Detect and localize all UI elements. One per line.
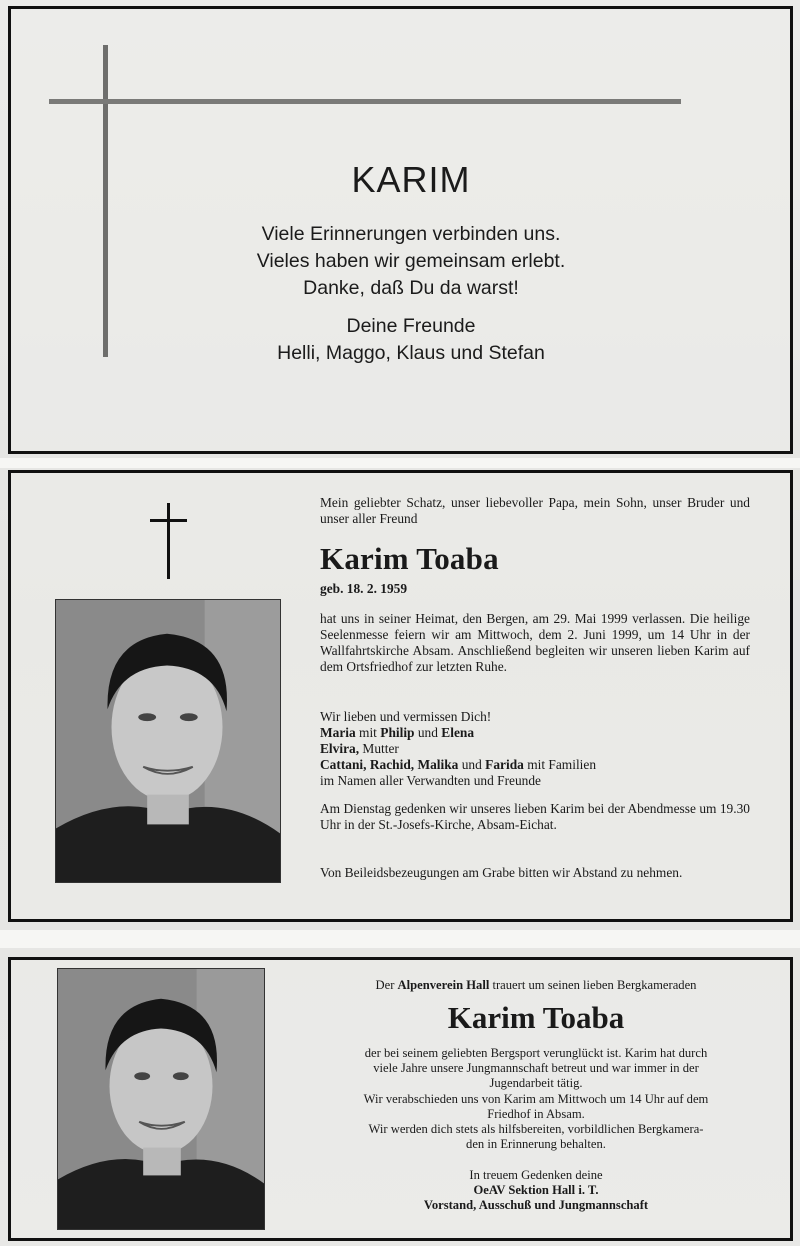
deceased-name: Karim Toaba — [447, 1000, 625, 1035]
signature-line: Helli, Maggo, Klaus und Stefan — [277, 342, 545, 364]
birth-date: geb. 18. 2. 1959 — [320, 581, 408, 596]
family-list — [320, 709, 750, 789]
body-line: Wir werden dich stets als hilfsbereiten, vorbildlichen Bergkamera- — [368, 1122, 704, 1137]
portrait-photo — [57, 968, 265, 1230]
cross-icon — [167, 503, 170, 579]
evening-mass: Am Dienstag gedenken wir unseres lieben Karim bei der Abendmesse um 19.30 Uhr in der St.-Josefs-Kirche, Absam-Eichat. — [320, 801, 750, 832]
notice-signature — [171, 313, 651, 367]
body-line: Wir verabschieden uns von Karim am Mittwoch um 14 Uhr auf dem — [363, 1091, 709, 1106]
condolence-note: Von Beileidsbezeugungen am Grabe bitten wir Abstand zu nehmen. — [320, 865, 683, 880]
cross-icon-horizontal — [49, 99, 681, 104]
portrait-photo — [55, 599, 281, 883]
verse-line: Viele Erinnerungen verbinden uns. — [261, 223, 561, 245]
body-line: den in Erinnerung behalten. — [466, 1137, 606, 1152]
signature-line: Vorstand, Ausschuß und Jungmannschaft — [423, 1198, 649, 1213]
body-line: viele Jahre unsere Jungmannschaft betreut und war immer in der — [373, 1061, 699, 1076]
family-line: Cattani, Rachid, Malika und Farida mit Familien — [320, 757, 597, 772]
notice-title: KARIM — [351, 159, 471, 200]
notice-body — [309, 1046, 763, 1152]
deceased-name: Karim Toaba — [320, 541, 499, 576]
cross-icon-vertical — [103, 45, 108, 357]
body-line: Friedhof in Absam. — [487, 1106, 585, 1121]
body-line: Jugendarbeit tätig. — [489, 1076, 583, 1091]
notice-intro: Mein geliebter Schatz, unser liebevoller Papa, mein Sohn, unser Bruder und unser aller Freund — [320, 495, 750, 526]
signature-line: OeAV Sektion Hall i. T. — [473, 1183, 599, 1198]
notice-signature — [309, 1168, 763, 1214]
body-line: der bei seinem geliebten Bergsport verunglückt ist. Karim hat durch — [364, 1046, 708, 1060]
cross-icon-bar — [150, 519, 187, 522]
family-line: Maria mit Philip und Elena — [320, 725, 475, 740]
notice-alpine-club — [8, 957, 793, 1241]
page-gap — [0, 458, 800, 468]
notice-body: hat uns in seiner Heimat, den Bergen, am 29. Mai 1999 verlassen. Die heilige Seelenmesse feiern wir am Mittwoch, dem 2. Juni 1999, um 14 Uhr in der Wallfahrtskirche Absam. Anschließend begleiten wir unseren lieben Karim auf dem Ortsfriedhof zur letzten Ruhe. — [320, 611, 750, 674]
signature-line: Deine Freunde — [346, 315, 476, 337]
family-line: im Namen aller Verwandten und Freunde — [320, 773, 542, 788]
notice-family — [8, 470, 793, 922]
notice-intro: Der Alpenverein Hall trauert um seinen lieben Bergkameraden — [375, 978, 697, 992]
signature-line: In treuem Gedenken deine — [469, 1168, 603, 1182]
family-line: Wir lieben und vermissen Dich! — [320, 709, 492, 724]
page-gap — [0, 930, 800, 948]
verse-line: Vieles haben wir gemeinsam erlebt. — [256, 250, 566, 272]
verse-line: Danke, daß Du da warst! — [303, 277, 519, 299]
notice-verse — [171, 221, 651, 302]
notice-friends — [8, 6, 793, 454]
family-line: Elvira, Mutter — [320, 741, 399, 756]
